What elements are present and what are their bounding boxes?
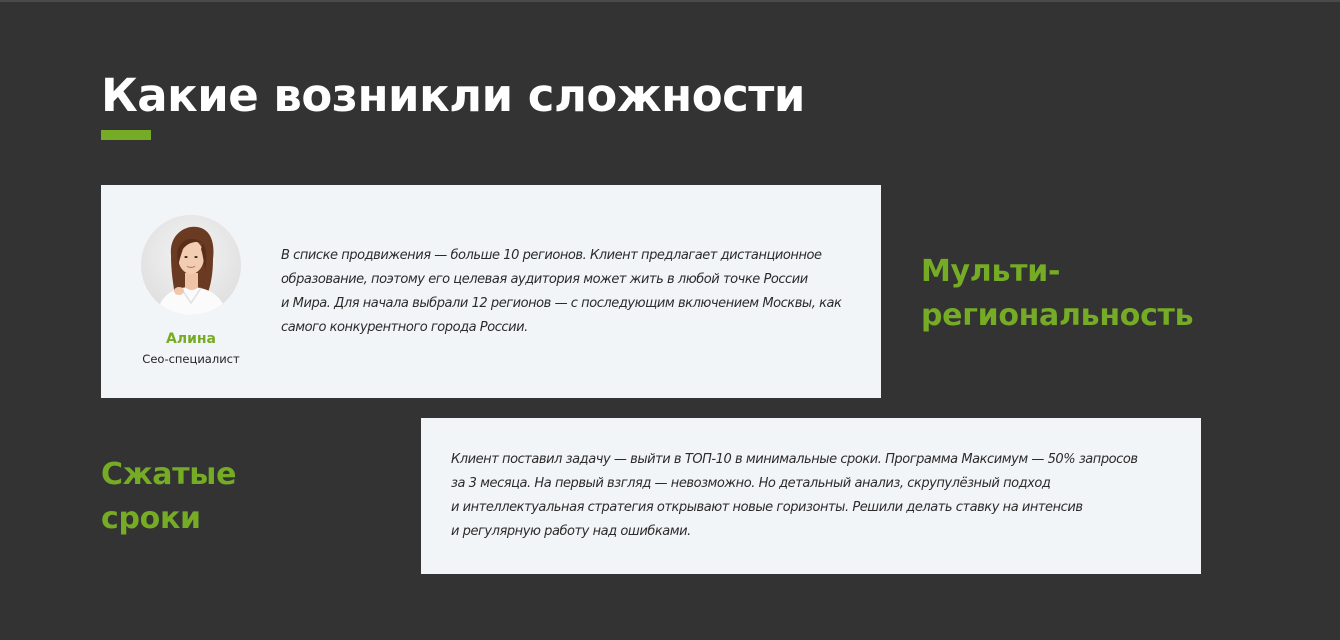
avatar (141, 215, 241, 315)
heading-line: сроки (101, 501, 201, 536)
avatar-photo-icon (141, 215, 241, 315)
heading-line: Сжатые (101, 457, 237, 492)
quote-line: за 3 месяца. На первый взгляд — невозможно. Но детальный анализ, скрупулёзный подход (451, 476, 1051, 491)
quote-line: и интеллектуальная стратегия открывают новые горизонты. Решили делать ставку на интенсив (451, 500, 1083, 515)
author-role: Сео-специалист (142, 352, 240, 366)
quote-line: образование, поэтому его целевая аудитория может жить в любой точке России (281, 272, 808, 287)
quote-line: и регулярную работу над ошибками. (451, 524, 691, 539)
heading-line: региональность (921, 298, 1194, 333)
heading-tight-deadlines (101, 453, 236, 541)
quote-line: В списке продвижения — больше 10 регионов. Клиент предлагает дистанционное (281, 248, 822, 263)
quote-text (451, 448, 1181, 544)
heading-line: Мульти- (921, 254, 1061, 289)
quote-line: и Мира. Для начала выбрали 12 регионов — с последующим включением Москвы, как (281, 296, 842, 311)
heading-multiregional (921, 250, 1193, 338)
quote-line: Клиент поставил задачу — выйти в ТОП-10 в минимальные сроки. Программа Максимум — 50% запросов (451, 452, 1138, 467)
author-name: Алина (165, 331, 217, 347)
testimonial-card-deadlines (421, 418, 1201, 574)
top-border (0, 0, 1340, 2)
testimonial-card-multiregional (101, 185, 881, 398)
page-title: Какие возникли сложности (101, 69, 805, 122)
quote-text (281, 244, 861, 340)
quote-line: самого конкурентного города России. (281, 320, 528, 335)
title-underline (101, 130, 151, 140)
